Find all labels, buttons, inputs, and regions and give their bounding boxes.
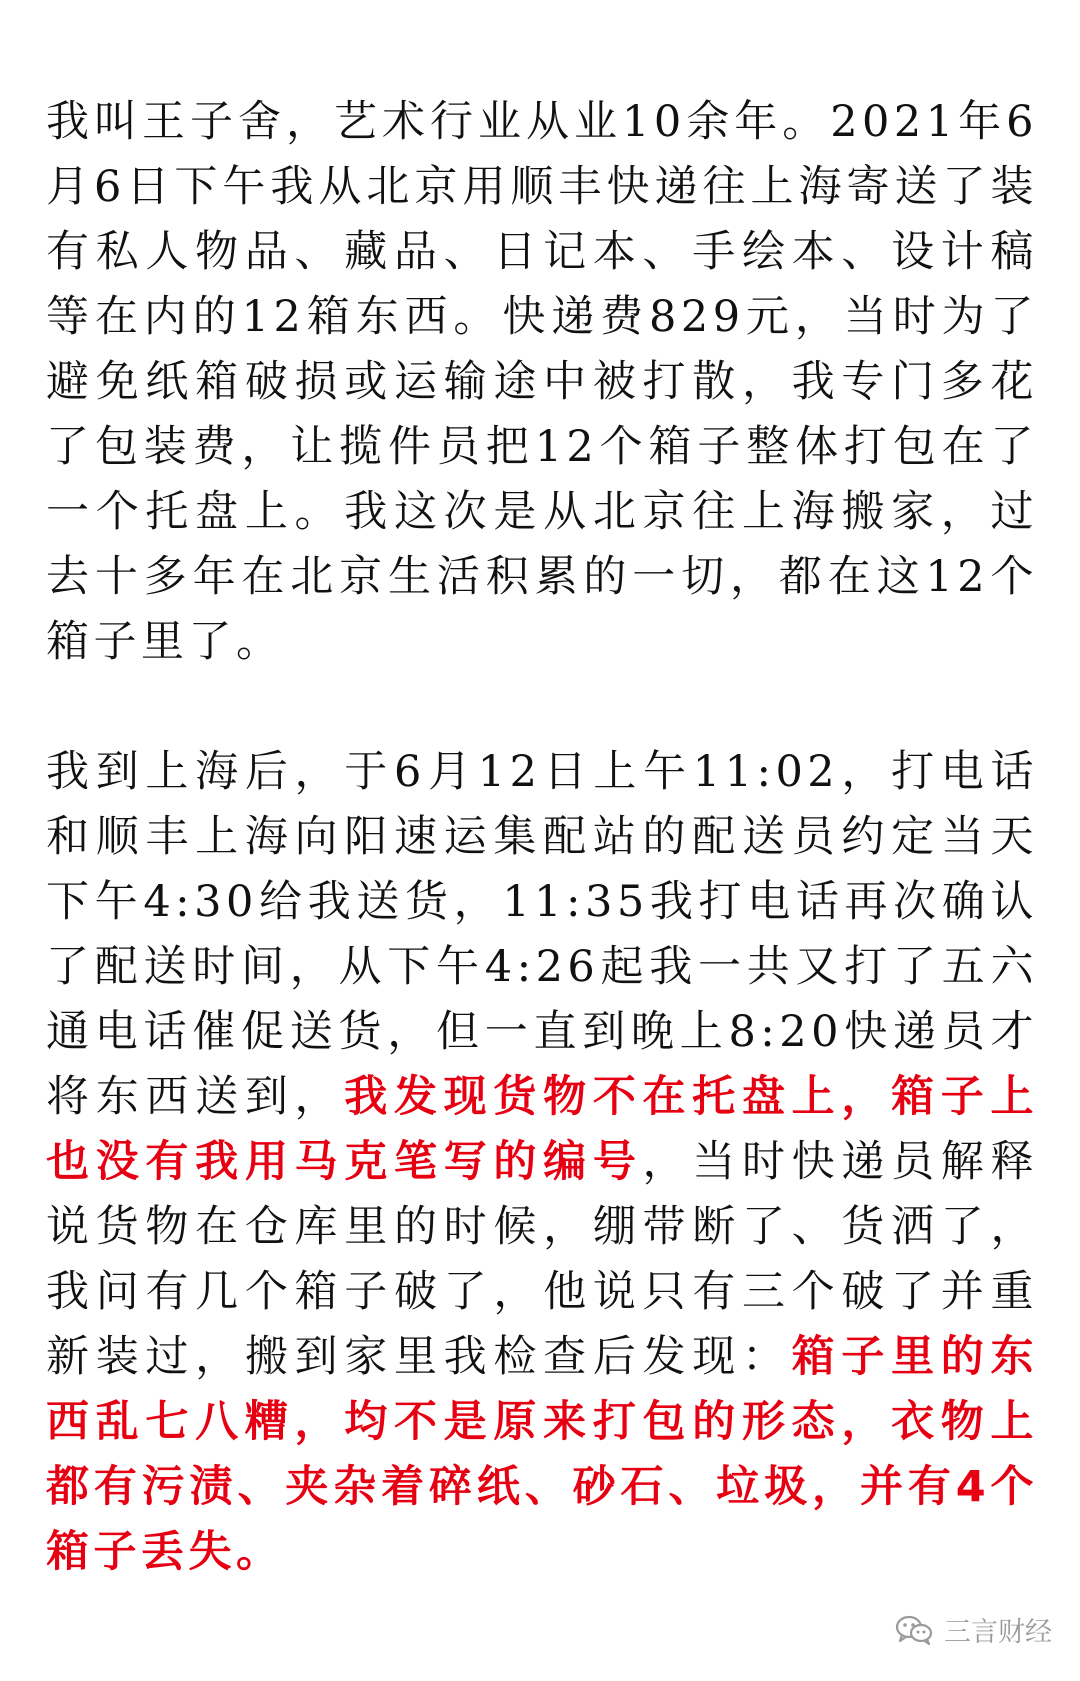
wechat-icon (894, 1614, 934, 1646)
source-watermark (894, 1610, 1052, 1649)
paragraph-2-text-2: ，当时快递员解释说货物在仓库里的时候，绷带断了、货洒了，我问有几个箱子破了，他说只有三个破了并重新装过，搬到家里我检查后发现： (46, 1137, 1039, 1382)
watermark-label: 三言财经 (944, 1617, 1052, 1648)
highlight-text-2: 箱子里的东西乱七八糟，均不是原来打包的形态，衣物上都有污渍、夹杂着碎纸、砂石、垃圾，并有4个箱子丢失。 (46, 1332, 1039, 1577)
highlight-text-1: 我发现货物不在托盘上，箱子上也没有我用马克笔写的编号 (46, 1072, 1039, 1187)
paragraph-1-text: 我叫王子舍，艺术行业从业10余年。2021年6月6日下午我从北京用顺丰快递往上海寄送了装有私人物品、藏品、日记本、手绘本、设计稿等在内的12箱东西。快递费829元，当时为了避免纸箱破损或运输途中被打散，我专门多花了包装费，让揽件员把12个箱子整体打包在了一个托盘上。我这次是从北京往上海搬家，过去十多年在北京生活积累的一切，都在这12个箱子里了。 (46, 97, 1038, 667)
article-body (46, 90, 1038, 1585)
paragraph-2-text-1: 我到上海后，于6月12日上午11:02，打电话和顺丰上海向阳速运集配站的配送员约定当天下午4:30给我送货，11:35我打电话再次确认了配送时间，从下午4:26起我一共又打了五六通电话催促送货，但一直到晚上8:20快递员才将东西送到， (46, 747, 1038, 1122)
paragraph-1 (46, 90, 1038, 675)
paragraph-2 (46, 740, 1038, 1585)
